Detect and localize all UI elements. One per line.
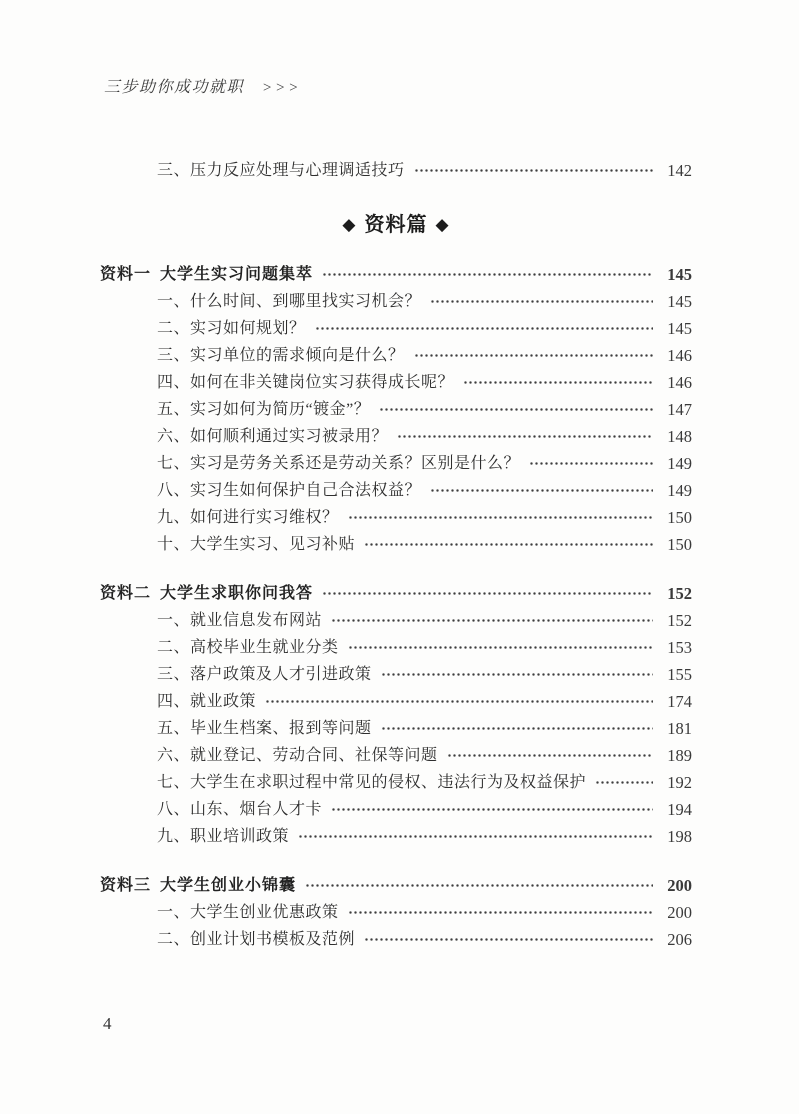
dot-leader [364,926,653,953]
toc-entry-label: 六、如何顺利通过实习被录用？ [157,428,389,445]
toc-entry-label: 四、就业政策 [157,693,257,710]
toc-entry [100,634,692,661]
toc-entry-label: 九、职业培训政策 [157,828,290,845]
toc-entry-page: 174 [667,692,692,711]
toc-entry [100,607,692,634]
toc-entry-page: 189 [667,746,692,765]
dot-leader [430,477,653,504]
dot-leader [381,661,653,688]
toc-entry [100,450,692,477]
page-number: 4 [103,1014,112,1033]
dot-leader [397,423,653,450]
toc-entry-page: 149 [667,481,692,500]
toc-entry-label: 七、大学生在求职过程中常见的侵权、违法行为及权益保护 [157,774,587,791]
toc-entry-label: 一、什么时间、到哪里找实习机会？ [157,293,422,310]
toc-entry [100,157,692,184]
dot-leader [298,823,653,850]
dot-leader [331,796,653,823]
toc-entry-page: 142 [667,161,692,180]
dot-leader [381,715,653,742]
toc-entry [100,823,692,850]
toc-entry [100,742,692,769]
toc-entry [100,715,692,742]
dot-leader [529,450,653,477]
toc-entry [100,288,692,315]
toc-entry-page: 150 [667,535,692,554]
toc-entry [100,423,692,450]
toc-entry-page: 206 [667,930,692,949]
toc-section [100,261,692,558]
toc-entry-label: 三、实习单位的需求倾向是什么？ [157,347,405,364]
dot-leader [322,580,653,607]
toc-section-page: 152 [667,584,692,603]
toc-entry [100,688,692,715]
toc-section-heading [100,580,692,607]
dot-leader [379,396,653,423]
dot-leader [430,288,653,315]
toc-entry-label: 四、如何在非关键岗位实习获得成长呢？ [157,374,455,391]
toc-entry-page: 147 [667,400,692,419]
table-of-contents [100,157,692,953]
toc-entry-page: 181 [667,719,692,738]
toc-entry-label: 三、落户政策及人才引进政策 [157,666,372,683]
toc-entry-label: 二、实习如何规划？ [157,320,306,337]
toc-section-heading [100,261,692,288]
toc-entry [100,369,692,396]
toc-section [100,872,692,953]
toc-entry [100,396,692,423]
toc-section-title: 大学生创业小锦囊 [160,877,297,894]
dot-leader [348,899,653,926]
toc-entry-page: 150 [667,508,692,527]
toc-entry [100,796,692,823]
toc-entry-page: 145 [667,292,692,311]
toc-entry-label: 二、高校毕业生就业分类 [157,639,339,656]
toc-section-page: 200 [667,876,692,895]
chevrons-mark: >>> [262,80,302,96]
toc-entry-label: 三、压力反应处理与心理调适技巧 [157,162,405,179]
toc-entry-page: 192 [667,773,692,792]
dot-leader [447,742,653,769]
dot-leader [364,531,653,558]
toc-entry-page: 153 [667,638,692,657]
toc-entry [100,315,692,342]
toc-section-heading [100,872,692,899]
toc-entry-page: 145 [667,319,692,338]
toc-entry-label: 五、实习如何为简历“镀金”？ [157,401,371,418]
toc-entry-page: 152 [667,611,692,630]
diamond-icon: ◆ [435,215,450,234]
toc-entry-page: 148 [667,427,692,446]
toc-entry [100,477,692,504]
dot-leader [348,504,653,531]
toc-section-label: 资料三 [100,877,152,894]
toc-entry-page: 146 [667,346,692,365]
toc-entry-page: 198 [667,827,692,846]
toc-section [100,580,692,850]
toc-entry [100,504,692,531]
toc-entry-label: 七、实习是劳务关系还是劳动关系？区别是什么？ [157,455,521,472]
toc-section-label: 资料二 [100,585,152,602]
dot-leader [595,769,653,796]
toc-section-title: 大学生实习问题集萃 [160,266,314,283]
toc-entry [100,342,692,369]
toc-section-title: 大学生求职你问我答 [160,585,314,602]
toc-entry [100,531,692,558]
toc-section-page: 145 [667,265,692,284]
running-header-title: 三步助你成功就职 [104,79,245,96]
toc-entry-page: 194 [667,800,692,819]
dot-leader [348,634,653,661]
toc-entry-page: 155 [667,665,692,684]
toc-entry-label: 二、创业计划书模板及范例 [157,931,356,948]
dot-leader [322,261,653,288]
toc-entry-label: 十、大学生实习、见习补贴 [157,536,356,553]
toc-entry [100,661,692,688]
toc-entry [100,899,692,926]
toc-entry-label: 六、就业登记、劳动合同、社保等问题 [157,747,438,764]
part-title-text: 资料篇 [364,214,428,236]
dot-leader [414,157,653,184]
dot-leader [305,872,653,899]
dot-leader [331,607,653,634]
toc-entry [100,926,692,953]
toc-entry-label: 八、山东、烟台人才卡 [157,801,323,818]
toc-entry-label: 一、就业信息发布网站 [157,612,323,629]
toc-entry-page: 146 [667,373,692,392]
toc-entry-page: 149 [667,454,692,473]
dot-leader [414,342,653,369]
diamond-icon: ◆ [342,215,357,234]
toc-entry-page: 200 [667,903,692,922]
toc-section-label: 资料一 [100,266,152,283]
toc-entry-label: 八、实习生如何保护自己合法权益？ [157,482,422,499]
toc-entry-label: 一、大学生创业优惠政策 [157,904,339,921]
toc-entry-label: 九、如何进行实习维权？ [157,509,339,526]
dot-leader [315,315,653,342]
toc-entry-label: 五、毕业生档案、报到等问题 [157,720,372,737]
running-header [104,74,301,97]
dot-leader [265,688,653,715]
dot-leader [463,369,653,396]
part-title [100,210,692,240]
toc-entry [100,769,692,796]
